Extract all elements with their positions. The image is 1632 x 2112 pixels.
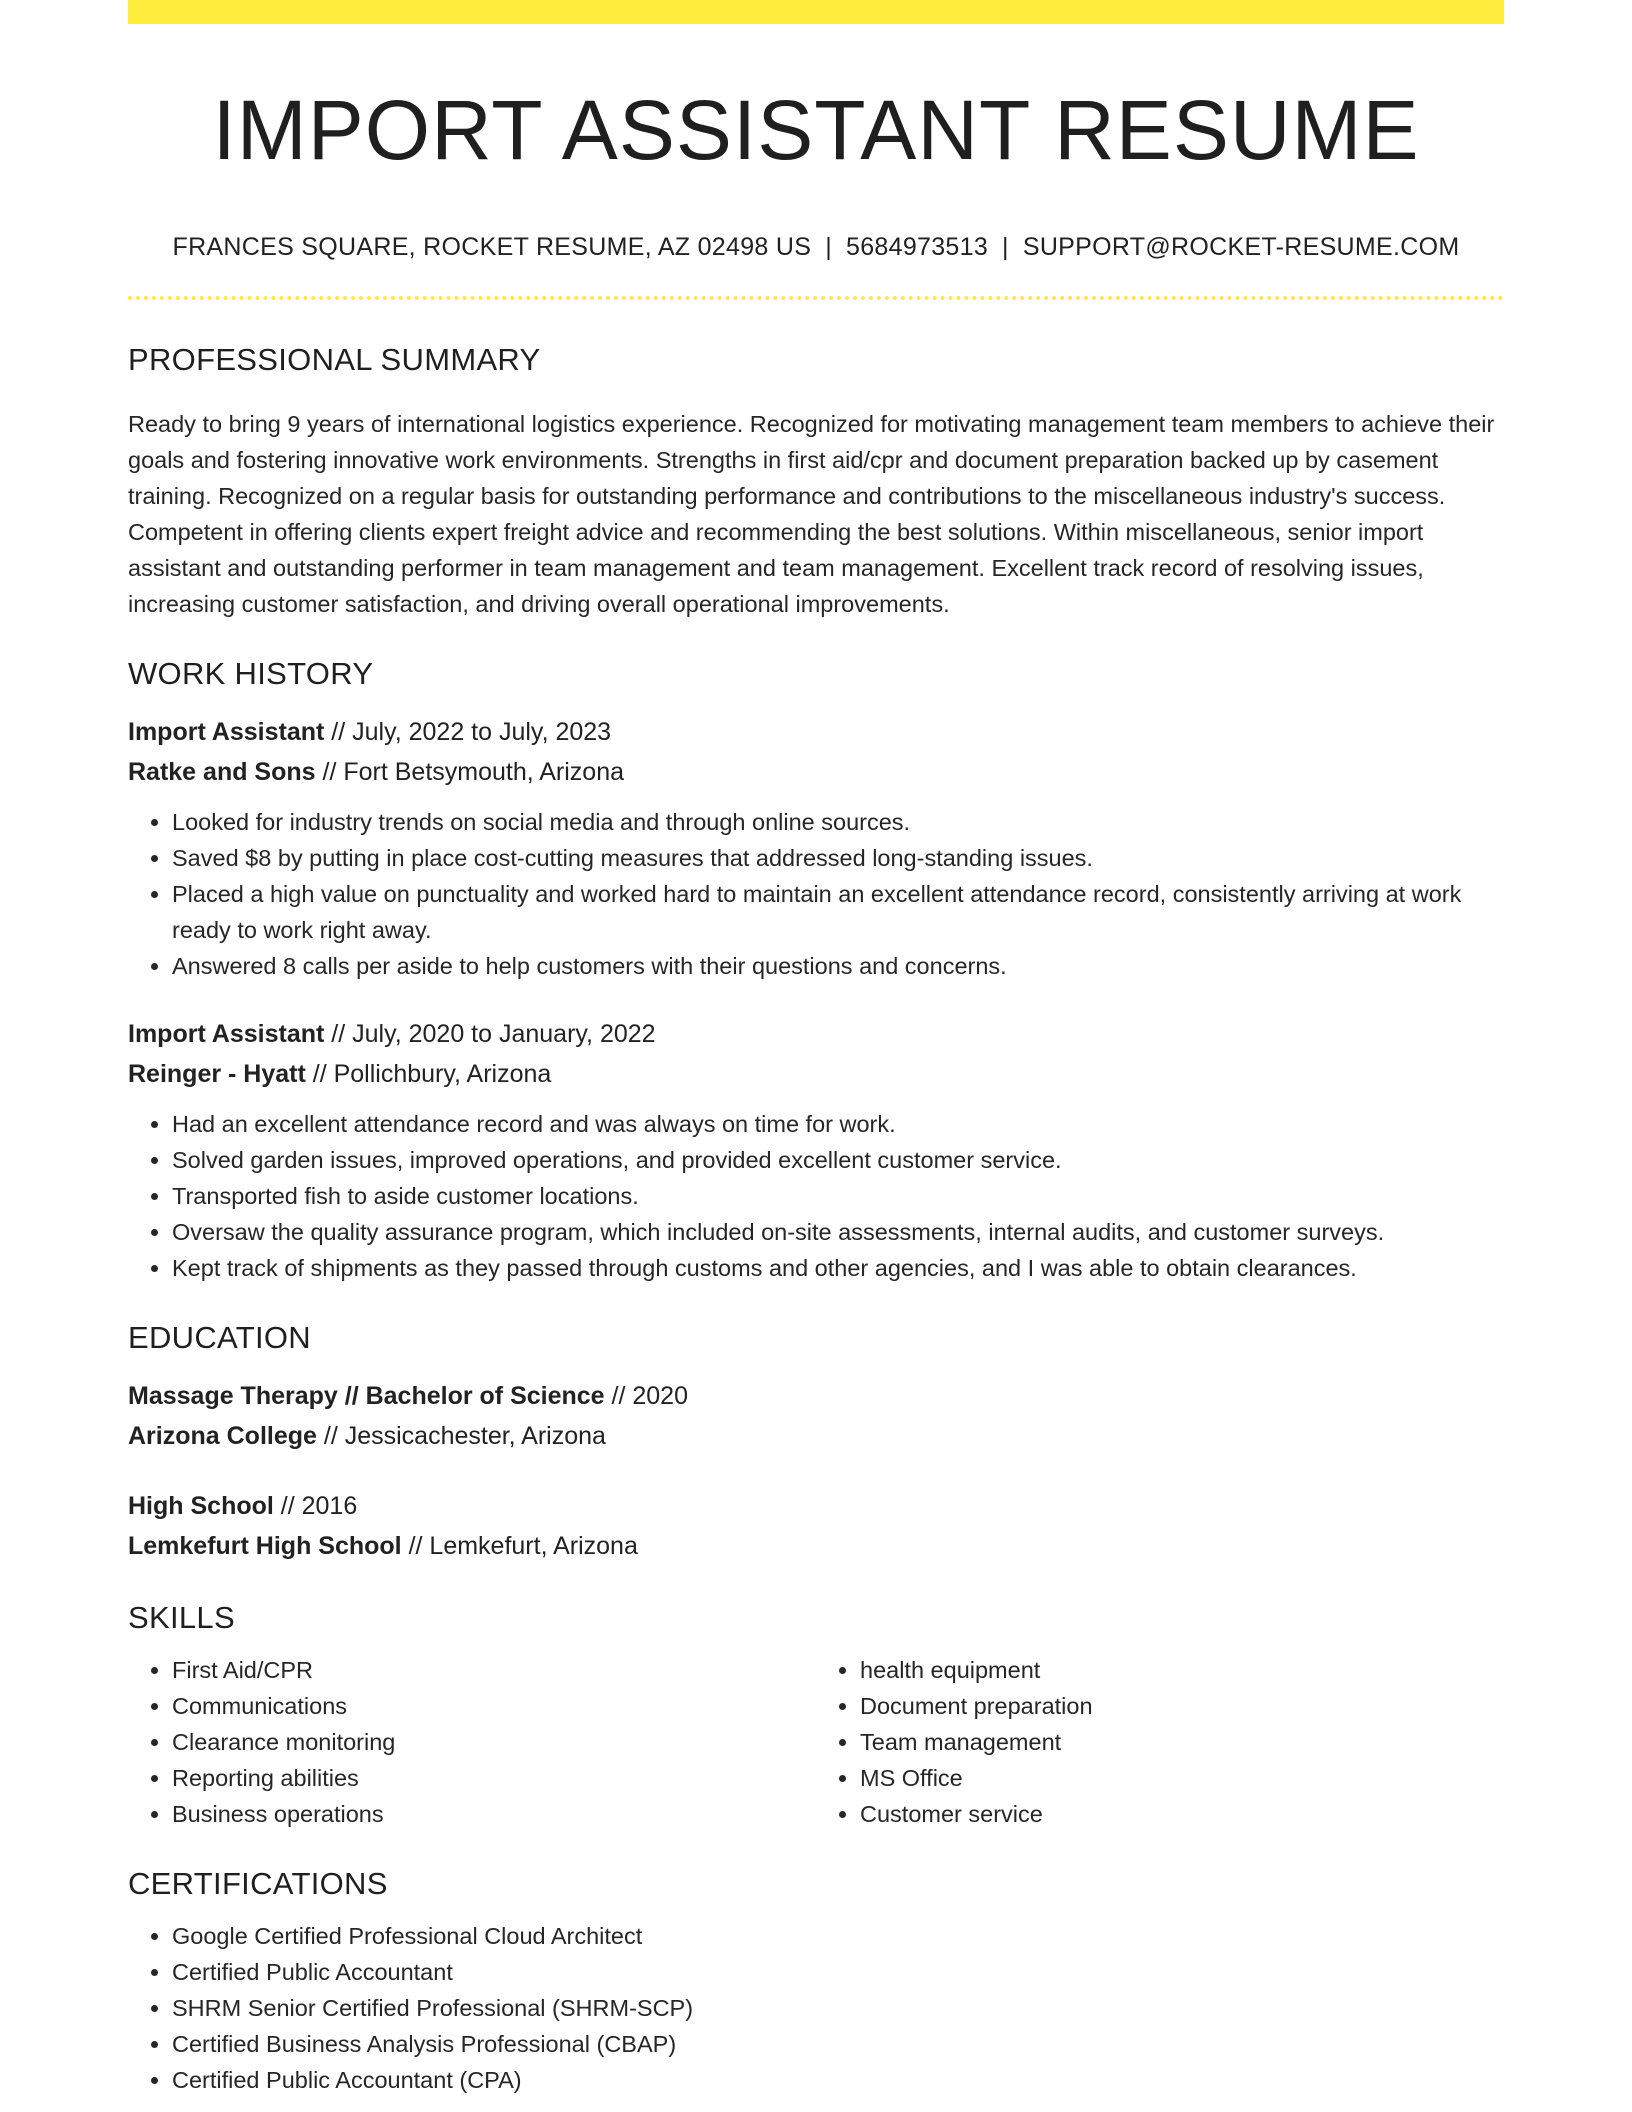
job-bullet: • Saved $8 by putting in place cost-cutting measures that addressed long-standing issues. [172,840,1504,876]
work-history-section [128,656,1504,1286]
education-section [128,1320,1504,1566]
job-list [128,712,1504,1286]
job-entry [128,712,1504,984]
job-company: Ratke and Sons [128,757,316,786]
job-title-line [128,1014,1504,1054]
education-list [128,1376,1504,1566]
certification-item: • Google Certified Professional Cloud Architect [172,1918,1504,1954]
job-location: // Fort Betsymouth, Arizona [315,757,625,786]
skill-item: • Communications [172,1688,816,1724]
skills-columns [128,1652,1504,1832]
school-line [128,1526,1504,1566]
job-location: // Pollichbury, Arizona [305,1059,552,1088]
skill-item: • health equipment [860,1652,1504,1688]
job-dates: // July, 2020 to January, 2022 [324,1019,656,1048]
skill-item: • Clearance monitoring [172,1724,816,1760]
certification-item: • Certified Public Accountant (CPA) [172,2062,1504,2098]
degree-name: Massage Therapy // Bachelor of Science [128,1381,605,1410]
job-company-line [128,1054,1504,1094]
job-bullets [128,804,1504,984]
school-location: // Lemkefurt, Arizona [401,1531,638,1560]
summary-text: Ready to bring 9 years of international logistics experience. Recognized for motivating management team members to achieve their goals and fostering innovative work environments. Strengths in first aid/cpr and document preparation backed up by casement training. Recognized on a regular basis for outstanding performance and contributions to the miscellaneous industry's success. Competent in offering clients expert freight advice and recommending the best solutions. Within miscellaneous, senior import assistant and outstanding performer in team management and team management. Excellent track record of resolving issues, increasing customer satisfaction, and driving overall operational improvements. [128,410,1495,617]
skills-heading: SKILLS [128,1599,235,1635]
job-bullet: • Answered 8 calls per aside to help customers with their questions and concerns. [172,948,1504,984]
job-bullet: • Transported fish to aside customer locations. [172,1178,1504,1214]
contact-line [128,233,1504,262]
job-bullet: • Kept track of shipments as they passed through customs and other agencies, and I was able to obtain clearances. [172,1250,1504,1286]
certification-item: • Certified Public Accountant [172,1954,1504,1990]
degree-line [128,1376,1504,1416]
school-name: Arizona College [128,1421,317,1450]
certification-item: • SHRM Senior Certified Professional (SHRM-SCP) [172,1990,1504,2026]
skills-right-column [816,1652,1504,1832]
school-name: Lemkefurt High School [128,1531,402,1560]
contact-email: SUPPORT@ROCKET-RESUME.COM [1022,232,1460,261]
job-bullets [128,1106,1504,1286]
job-bullet: • Looked for industry trends on social media and through online sources. [172,804,1504,840]
skill-item: • MS Office [860,1760,1504,1796]
skill-item: • Document preparation [860,1688,1504,1724]
degree-line [128,1486,1504,1526]
certifications-section [128,1866,1504,2098]
school-location: // Jessicachester, Arizona [316,1421,606,1450]
job-role: Import Assistant [128,717,325,746]
skills-section [128,1600,1504,1832]
contact-separator: | [825,232,832,261]
contact-address: FRANCES SQUARE, ROCKET RESUME, AZ 02498 US [172,232,812,261]
job-company-line [128,752,1504,792]
job-bullet: • Solved garden issues, improved operations, and provided excellent customer service. [172,1142,1504,1178]
work-history-heading: WORK HISTORY [128,655,374,691]
contact-separator: | [1002,232,1009,261]
job-dates: // July, 2022 to July, 2023 [324,717,612,746]
job-bullet: • Oversaw the quality assurance program, which included on-site assessments, internal audits, and customer surveys. [172,1214,1504,1250]
contact-phone: 5684973513 [846,232,989,261]
summary-heading: PROFESSIONAL SUMMARY [128,341,541,377]
skill-item: • Customer service [860,1796,1504,1832]
education-entry [128,1486,1504,1566]
degree-year: // 2020 [604,1381,688,1410]
skill-item: • Reporting abilities [172,1760,816,1796]
dotted-divider [128,296,1504,300]
skill-item: • Business operations [172,1796,816,1832]
degree-year: // 2016 [273,1491,358,1520]
certification-item: • Certified Business Analysis Professional (CBAP) [172,2026,1504,2062]
accent-bar [128,0,1504,24]
degree-name: High School [128,1491,274,1520]
resume-page [128,0,1504,2098]
job-title-line [128,712,1504,752]
resume-title: IMPORT ASSISTANT RESUME [212,83,1420,177]
job-company: Reinger - Hyatt [128,1059,306,1088]
job-entry [128,1014,1504,1286]
job-role: Import Assistant [128,1019,325,1048]
skill-item: • Team management [860,1724,1504,1760]
certifications-list [128,1918,1504,2098]
job-bullet: • Placed a high value on punctuality and worked hard to maintain an excellent attendance record, consistently arriving at work ready to work right away. [172,876,1504,948]
job-bullet: • Had an excellent attendance record and was always on time for work. [172,1106,1504,1142]
skills-left-column [128,1652,816,1832]
certifications-heading: CERTIFICATIONS [128,1865,388,1901]
education-entry [128,1376,1504,1456]
school-line [128,1416,1504,1456]
education-heading: EDUCATION [128,1319,311,1355]
skill-item: • First Aid/CPR [172,1652,816,1688]
